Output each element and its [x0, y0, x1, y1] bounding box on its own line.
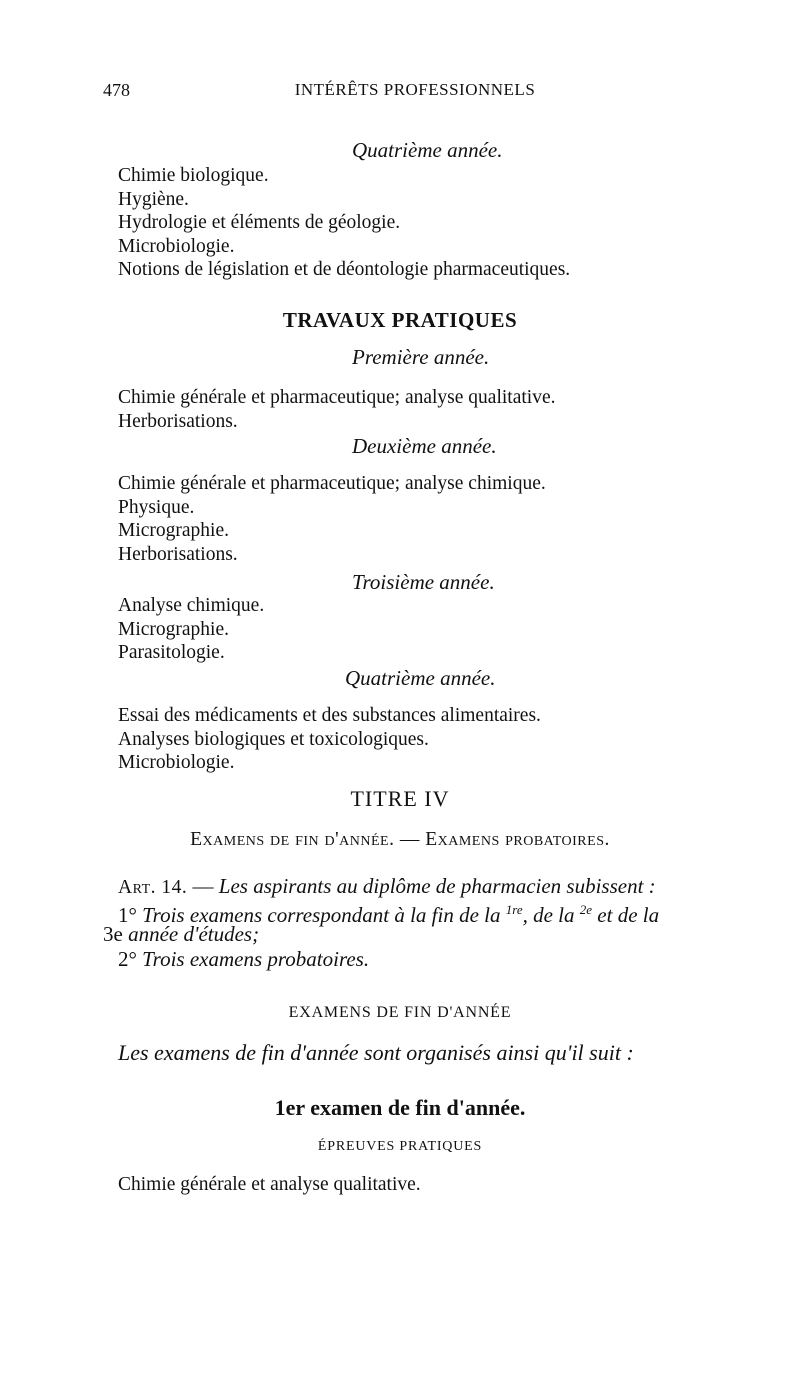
list-item: Chimie générale et pharmaceutique; analyse qualitative.	[118, 387, 556, 408]
tp-list-premiere	[118, 386, 555, 433]
tp-list-deuxieme	[118, 472, 546, 566]
tp-list-quatrieme	[118, 704, 541, 775]
list-item: Analyse chimique.	[118, 595, 265, 616]
page-number: 478	[103, 80, 130, 100]
article-intro	[118, 874, 656, 900]
examens-intro: Les examens de fin d'année sont organisés ainsi qu'il suit :	[118, 1040, 634, 1065]
item-text: Trois examens correspondant à la fin de la	[142, 903, 501, 927]
epreuves-heading: ÉPREUVES PRATIQUES	[317, 1139, 483, 1154]
section-heading-travaux: TRAVAUX PRATIQUES	[282, 308, 518, 332]
item-text: et de la	[597, 903, 660, 927]
year-heading-premiere: Première année.	[352, 345, 490, 369]
list-item: Herborisations.	[118, 543, 238, 565]
list-item: Hydrologie et éléments de géologie.	[118, 212, 401, 233]
list-item: Micrographie.	[118, 520, 230, 541]
item-number: 1°	[118, 903, 137, 927]
item-text: Trois examens probatoires.	[142, 947, 370, 971]
article-intro-text: Les aspirants au diplôme de pharmacien subissent :	[218, 874, 656, 898]
list-item: Chimie générale et pharmaceutique; analyse chimique.	[118, 473, 546, 494]
course-list-quatrieme	[118, 164, 570, 282]
list-item: Physique.	[118, 496, 195, 518]
exam-item: Chimie générale et analyse qualitative.	[118, 1174, 421, 1195]
year-heading-troisieme: Troisième année.	[352, 570, 495, 594]
list-item: Herborisations.	[118, 410, 238, 432]
year-number: 3e	[103, 922, 123, 946]
item-number: 2°	[118, 947, 137, 971]
tp-list-troisieme	[118, 594, 264, 665]
year-heading-quatrieme-tp: Quatrième année.	[345, 666, 496, 690]
titre-subtitle: Examens de fin d'année. — Examens probatoires.	[190, 829, 610, 850]
superscript: 1re	[505, 902, 523, 917]
list-item: Notions de législation et de déontologie pharmaceutiques.	[118, 259, 571, 280]
titre-heading: TITRE IV	[350, 786, 450, 811]
first-exam-heading	[0, 1095, 800, 1121]
list-item: Chimie biologique.	[118, 165, 269, 186]
exam-title: examen de fin d'année.	[310, 1095, 526, 1120]
list-item: Microbiologie.	[118, 752, 235, 773]
year-heading-quatrieme: Quatrième année.	[352, 138, 503, 162]
article-number: Art. 14.	[118, 877, 188, 898]
item-text: , de la	[522, 903, 575, 927]
list-item: Parasitologie.	[118, 642, 225, 663]
examens-heading: EXAMENS DE FIN D'ANNÉE	[288, 1004, 512, 1021]
running-title: INTÉRÊTS PROFESSIONNELS	[294, 80, 536, 99]
superscript: 2e	[579, 902, 593, 917]
year-heading-deuxieme: Deuxième année.	[352, 434, 497, 458]
list-item: Analyses biologiques et toxicologiques.	[118, 728, 429, 750]
article-dash: —	[187, 874, 219, 898]
list-item: Micrographie.	[118, 618, 230, 640]
article-item-1-continued	[103, 922, 259, 946]
list-item: Essai des médicaments et des substances alimentaires.	[118, 705, 541, 726]
item-text: année d'études;	[128, 922, 260, 946]
exam-number: 1er	[274, 1095, 305, 1120]
article-item-2	[118, 947, 369, 971]
list-item: Hygiène.	[118, 188, 189, 210]
list-item: Microbiologie.	[118, 235, 235, 257]
